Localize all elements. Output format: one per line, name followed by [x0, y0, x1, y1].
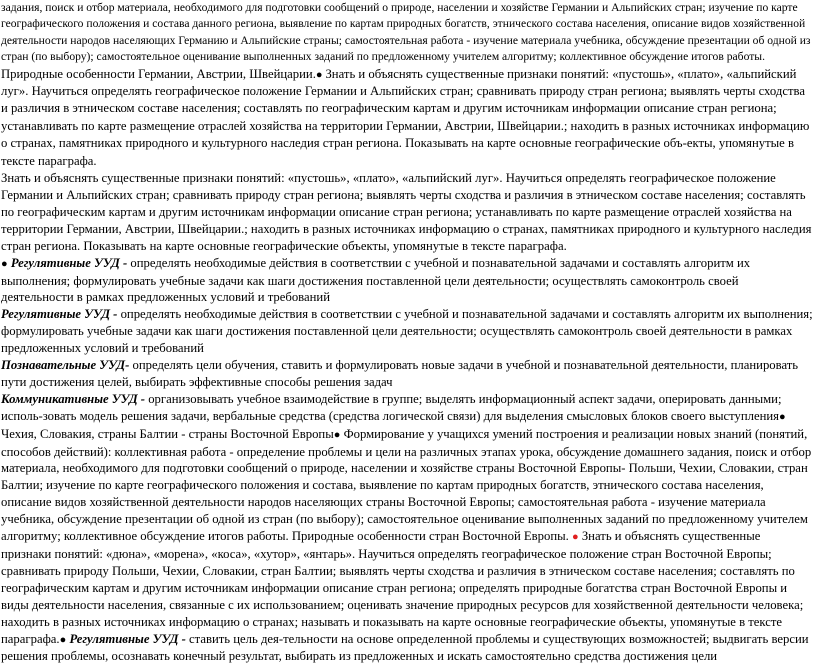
text-run: Знать и объяснять существенные признаки понятий: «дюна», «морена», «коса», «хутор», «янтарь». Научиться определять географическое положение стран Восточной Европы; сравнивать природу Польши, Чехии, Словакии, стран Балтии; выявлять черты сходства и различия в этническом составе населения; составлять по географическим картам и другим источникам информации описание стран региона; определять природные богатства стран Восточной Европы и виды деятельности населения, связанные с их использованием; оценивать значение природных ресурсов для хозяйственной деятельности человека; находить в разных источниках информацию о странах; называть и показывать на карте основные географические объекты, упомянутые в тексте параграфа.	[1, 529, 804, 646]
paragraph-2: Знать и объяснять существенные признаки понятий: «пустошь», «плато», «альпийский луг». Научиться определять географическое положение Германии и Альпийских стран; сравнивать природу стран региона; выявлять черты сходства и различия в этническом составе населения; составлять по географическим картам и другим источникам информации описание стран региона; устанавливать по карте размещение отраслей хозяйства на территории Германии, Австрии, Швейцарии.; находить в разных источниках информацию о странах, памятниках природного и культурного наследия стран региона. Показывать на карте основные географические объекты, упомянутые в тексте параграфа.	[1, 171, 812, 253]
text-run: Знать и объяснять существенные признаки понятий: «пустошь», «плато», «альпийский луг». Научиться определять географическое положение Германии и Альпийских стран; сравнивать природу стран региона; выявлять черты сходства и различия в этническом составе населения; составлять по географическим картам и другим источникам информации описание стран региона; устанавливать по карте размещение отраслей хозяйства на территории Германии, Австрии, Швейцарии.; находить в разных источниках информацию о странах, памятниках природного и культурного наследия стран региона. Показывать на карте основные географические объ-екты, упомянутые в тексте параграфа.	[1, 66, 810, 168]
bullet-icon: ●	[315, 68, 323, 81]
paragraph-5	[1, 357, 813, 391]
bullet-icon: ●	[779, 410, 786, 423]
text-run: Германию и Альпийские страны	[178, 33, 339, 47]
paragraph-7	[1, 426, 813, 665]
uud-term: Регулятивные УУД -	[1, 307, 118, 322]
uud-term: Регулятивные УУД -	[69, 631, 186, 646]
text-run: определять необходимые действия в соответствии с учебной и познавательной задачами и составлять алгоритм их выполнения; формулировать учебные задачи как шаги достижения поставленной цели деятельности; осуществлять самоконтроль своей деятельности в рамках предложенных условий и требований	[1, 307, 813, 356]
text-run: определять необходимые действия в соответствии с учебной и познавательной задачами и составлять алгоритм их выполнения; формулировать учебные задачи как шаги достижения поставленной цели деятельности; осуществлять самоконтроль своей деятельности в рамках предложенных условий и требований	[1, 255, 751, 305]
text-run: организовывать учебное взаимодействие в группе; выделять информационный аспект задачи, оперировать данными; исполь-зовать модель решения задачи, вербальные средства (средства логической связи) для выделения смысловых блоков своего выступления	[1, 391, 782, 423]
red-bullet-icon: ●	[572, 531, 579, 544]
text-run: Восточной Европы- Польши, Чехии, Словакии, стран Балтии	[1, 461, 808, 493]
bullet-icon: ●	[333, 428, 341, 441]
text-run: ; изучение по карте географического положения и состава данного региона, выявление по картам природных богатств, этнического состава населения, описание видов хозяйственной деятельности народов населяющих	[1, 1, 806, 47]
text-run: Формирование у учащихся умений построения и реализации новых знаний (понятий, способов действий): коллективная работа - определение проблемы и цели на различных этапах урока, обсуждение домашнего задания, поиск и отбор материала, необходимого для подготовки сообщений о природе, населении и хозяйстве страны	[1, 426, 812, 476]
uud-term: Регулятивные УУД -	[10, 255, 128, 270]
paragraph-6	[1, 391, 813, 426]
paragraph-1	[1, 0, 813, 170]
text-run: задания, поиск и отбор материала, необходимого для подготовки сообщений о природе, населении и хозяйстве	[1, 1, 552, 14]
text-run: Природные особенности Германии, Австрии, Швейцарии.	[1, 66, 316, 81]
bullet-icon: ●	[59, 633, 67, 646]
bullet-icon: ●	[1, 257, 8, 270]
text-run: определять цели обучения, ставить и формулировать новые задачи в учебной и познавательной деятельности, планировать пути достижения целей, выбирать эффективные способы решения задач	[1, 358, 799, 389]
paragraph-3	[1, 255, 813, 307]
text-run: ; самостоятельная работа - изучение материала учебника, обсуждение презентации об одной из стран (по выбору); самостоятельное оценивание выполненных заданий по предложенному учителем алгоритму; коллективное обсуждение итогов работы.	[1, 33, 811, 64]
text-run: Чехия, Словакия, страны Балтии - страны Восточной Европы	[1, 426, 334, 441]
text-run: Природные особенности стран Восточной Европы.	[291, 529, 569, 544]
text-run: Германии и Альпийских стран	[551, 1, 703, 14]
text-run: ; изучение по карте географического положения и состава, выявление по картам природных богатств, этнического состава населения, описание видов хозяйственной деятельности народов населяющих страны	[1, 478, 764, 510]
document-page	[1, 0, 813, 665]
paragraph-4	[1, 306, 813, 357]
uud-term: Познавательные УУД-	[1, 358, 130, 373]
text-run: Восточной Европы	[407, 495, 512, 510]
uud-term: Коммуникативные УУД -	[1, 391, 146, 406]
text-run: ; самостоятельная работа - изучение материала учебника, обсуждение презентации об одной из стран (по выбору); самостоятельное оценивание выполненных заданий по предложенному учителем алгоритму; коллективное обсуждение итогов работы.	[1, 495, 808, 544]
text-run: ставить цель дея-тельности на основе определенной проблемы и существующих возможностей; выдвигать версии решения проблемы, осознавать конечный результат, выбирать из предложенных и искать самостоятельно средства достижения цели	[1, 631, 809, 664]
